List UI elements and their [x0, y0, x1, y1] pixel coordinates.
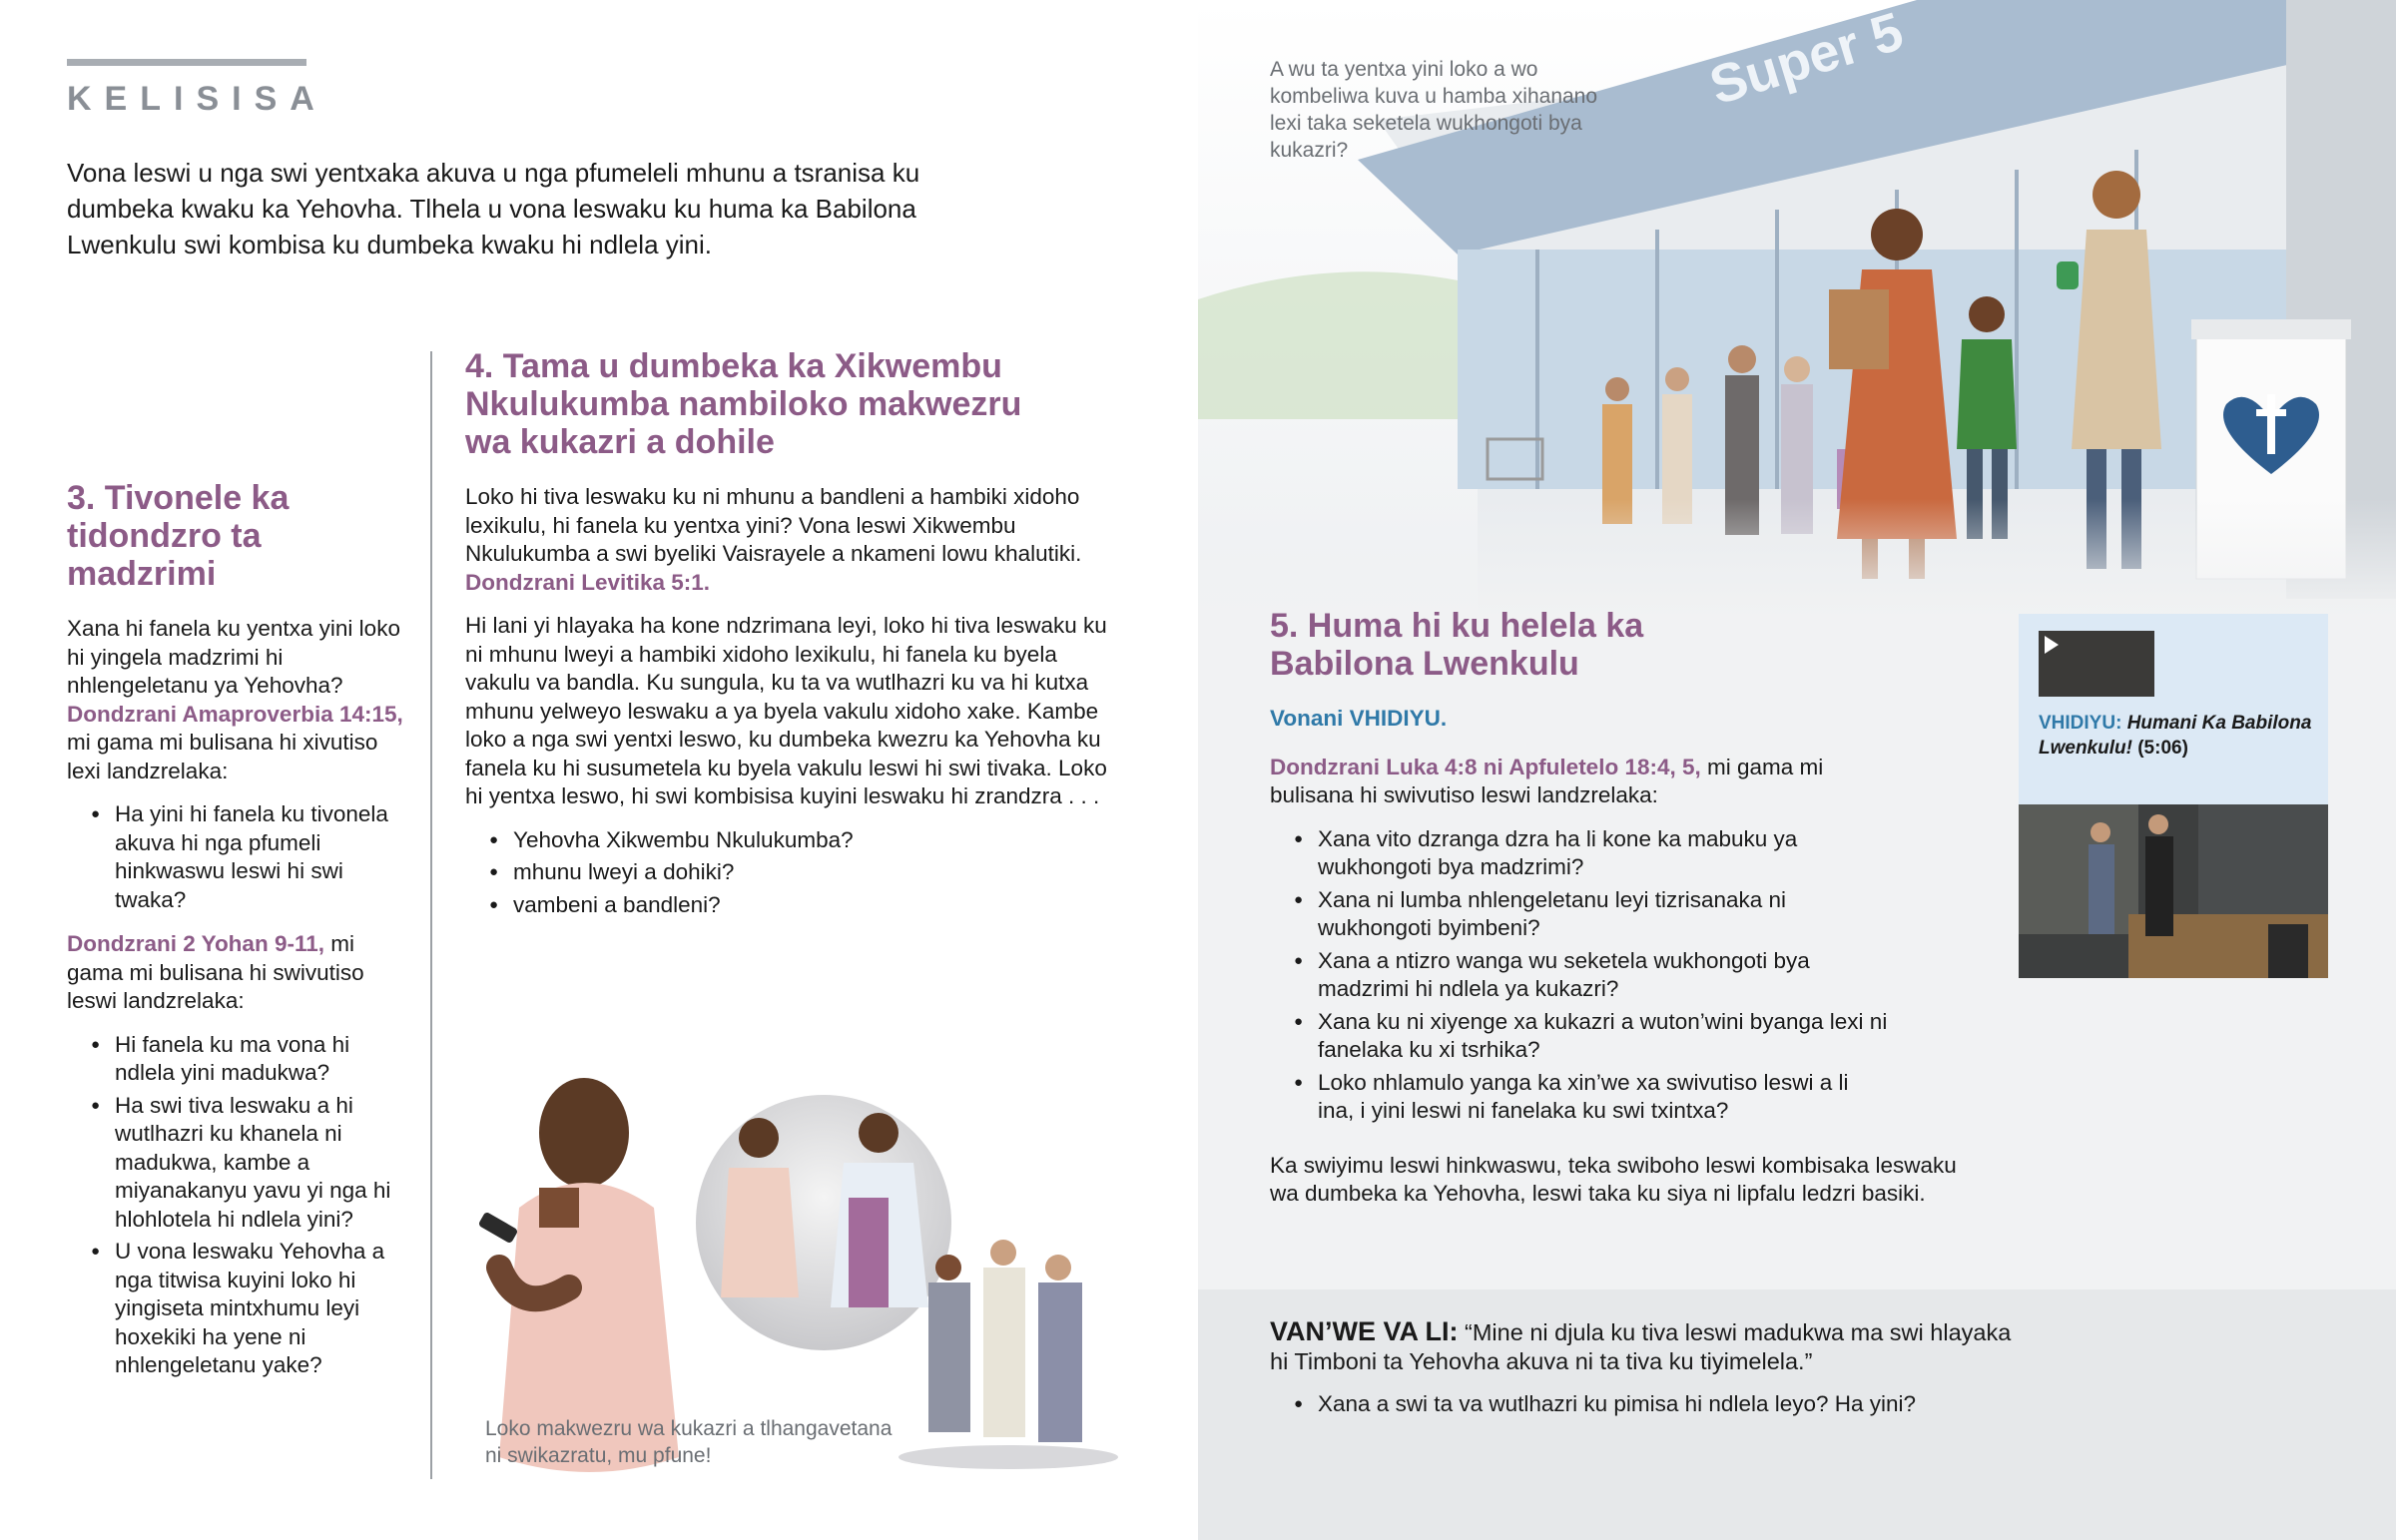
- vanwe-questions: [1270, 1390, 2029, 1419]
- question-item: ● Xana ku ni xiyenge xa kukazri a wuton’wini byanga lexi ni fanelaka ku xi tsrhika?: [1270, 1008, 1889, 1065]
- question-item: ● Xana a swi ta va wutlhazri ku pimisa hi ndlela leyo? Ha yini?: [1270, 1390, 2029, 1419]
- watch-video-link[interactable]: VHIDIYU.: [1349, 706, 1448, 731]
- question-item: ● mhunu lweyi a dohiki?: [465, 858, 1124, 887]
- play-icon[interactable]: [2045, 636, 2059, 654]
- watch-video-line: Vonani VHIDIYU.: [1270, 706, 1448, 731]
- video-thumbnail[interactable]: [2039, 631, 2154, 697]
- vanwe-content: [1270, 1317, 2029, 1435]
- question-item: ● Ha swi tiva leswaku a hi wutlhazri ku khanela ni madukwa, kambe a miyanakanyu yavu yi nga hi hlohlotela hi ndlela yini?: [67, 1092, 406, 1235]
- video-still-image[interactable]: [2019, 804, 2328, 978]
- section-3-paragraph-2: Dondzrani 2 Yohan 9-11, mi gama mi bulisana hi swivutiso leswi landzrelaka:: [67, 931, 364, 1013]
- scripture-reference[interactable]: Dondzrani Amaproverbia 14:15,: [67, 701, 403, 727]
- section-3-paragraph-1: Xana hi fanela ku yentxa yini loko hi yingela madzrimi hi nhlengeletanu ya Yehovha? Dondzrani Amaproverbia 14:15, mi gama mi bulisana hi xivutiso lexi landzrelaka:: [67, 616, 403, 783]
- question-item: ● U vona leswaku Yehovha a nga titwisa kuyini loko hi yingiseta mintxhumu leyi hoxekiki ha yene ni nhlengeletanu yake?: [67, 1238, 406, 1380]
- question-item: ● Hi fanela ku ma vona hi ndlela yini madukwa?: [67, 1031, 406, 1088]
- question-item: ● Xana ni lumba nhlengeletanu leyi tizrisanaka ni wukhongoti byimbeni?: [1270, 886, 1889, 943]
- section-3-questions-2: [67, 1031, 406, 1380]
- section-3-title: 3. Tivonele ka tidondzro ta madzrimi: [67, 479, 290, 593]
- young-man-figure: [478, 1078, 679, 1472]
- scene-caption: A wu ta yentxa yini loko a wo kombeliwa kuva u hamba xihanano lexi taka seketela wukhongoti bya kukazri?: [1270, 58, 1598, 162]
- question-item: ● Xana a ntizro wanga wu seketela wukhongoti bya madzrimi hi ndlela ya kukazri?: [1270, 947, 1889, 1004]
- section-3-questions-1: [67, 800, 406, 914]
- question-item: ● Xana vito dzranga dzra ha li kone ka mabuku ya wukhongoti bya madzrimi?: [1270, 825, 1889, 882]
- header-rule: [67, 59, 306, 66]
- store-sign: Super 5: [1702, 1, 1910, 117]
- section-5-title: 5. Huma hi ku helela ka Babilona Lwenkulu: [1270, 607, 1644, 683]
- section-5-questions: [1270, 825, 1889, 1126]
- illustration-caption: Loko makwezru wa kukazri a tlhangavetana ni swikazratu, mu pfune!: [485, 1417, 893, 1467]
- question-item: ● vambeni a bandleni?: [465, 891, 1124, 920]
- section-4: [465, 347, 1124, 935]
- section-5-closing: Ka swiyimu leswi hinkwaswu, teka swiboho leswi kombisaka leswaku wa dumbeka ka Yehovha, leswi taka ku siya ni lipfalu ledzri basiki.: [1270, 1152, 1957, 1206]
- vanwe-quote: VAN’WE VA LI: “Mine ni djula ku tiva leswi madukwa ma swi hlayaka hi Timboni ta Yehovha akuva ni ta tiva ku tiyimelela.”: [1270, 1316, 2012, 1374]
- section-5: [1270, 607, 1989, 1224]
- intro-paragraph: Vona leswi u nga swi yentxaka akuva u nga pfumeleli mhunu a tsranisa ku dumbeka kwaku ka Yehovha. Tlhela u vona leswaku ku huma ka Babilona Lwenkulu swi kombisa ku dumbeka kwaku hi ndlela yini.: [67, 158, 920, 259]
- scripture-reference[interactable]: Dondzrani Levitika 5:1.: [465, 569, 711, 595]
- section-4-title: 4. Tama u dumbeka ka Xikwembu Nkulukumba nambiloko makwezru wa kukazri a dohile: [465, 347, 1022, 461]
- scripture-reference[interactable]: Dondzrani 2 Yohan 9-11,: [67, 931, 324, 956]
- section-3: [67, 479, 406, 1396]
- scripture-reference[interactable]: Dondzrani Luka 4:8 ni Apfuletelo 18:4, 5,: [1270, 754, 1701, 779]
- page-kicker: KELISISA: [67, 80, 327, 118]
- question-item: ● Yehovha Xikwembu Nkulukumba?: [465, 826, 1124, 855]
- column-divider: [430, 351, 432, 1479]
- question-item: ● Ha yini hi fanela ku tivonela akuva hi nga pfumeli hinkwaswu leswi hi swi twaka?: [67, 800, 406, 914]
- section-4-questions: [465, 826, 1124, 920]
- question-item: ● Loko nhlamulo yanga ka xin’we xa swivutiso leswi a li ina, i yini leswi ni fanelaka ku swi txintxa?: [1270, 1069, 1889, 1126]
- video-title[interactable]: VHIDIYU: Humani Ka Babilona Lwenkulu! (5:06): [2039, 713, 2312, 759]
- section-5-paragraph: Dondzrani Luka 4:8 ni Apfuletelo 18:4, 5, mi gama mi bulisana hi swivutiso leswi landzrelaka:: [1270, 754, 1824, 807]
- section-4-paragraph-1: Loko hi tiva leswaku ku ni mhunu a bandleni a hambiki xidoho lexikulu, hi fanela ku yentxa yini? Vona leswi Xikwembu Nkulukumba a swi byeliki Vaisrayele a nkameni lowu khalutiki. Dondzrani Levitika 5:1.: [465, 484, 1082, 595]
- section-4-paragraph-2: Hi lani yi hlayaka ha kone ndzrimana leyi, loko hi tiva leswaku ku ni mhunu lweyi a hambiki xidoho lexikulu, hi fanela ku byela vakulu va bandla. Ku sungula, ku ta va wutlhazri ku va hi kutxa mhunu yelweyo leswaku a ya byela vakulu xidoho xake. Kambe loko a nga swi yentxi leswo, ku dumbeka kwezru ka Yehovha ku fanela ku hi susumetela ku byela vakulu leswi hi swi tivaka. Loko hi yentxa leswo, hi swi kombisisa kuyini leswaku hi zrandzra . . .: [465, 613, 1107, 808]
